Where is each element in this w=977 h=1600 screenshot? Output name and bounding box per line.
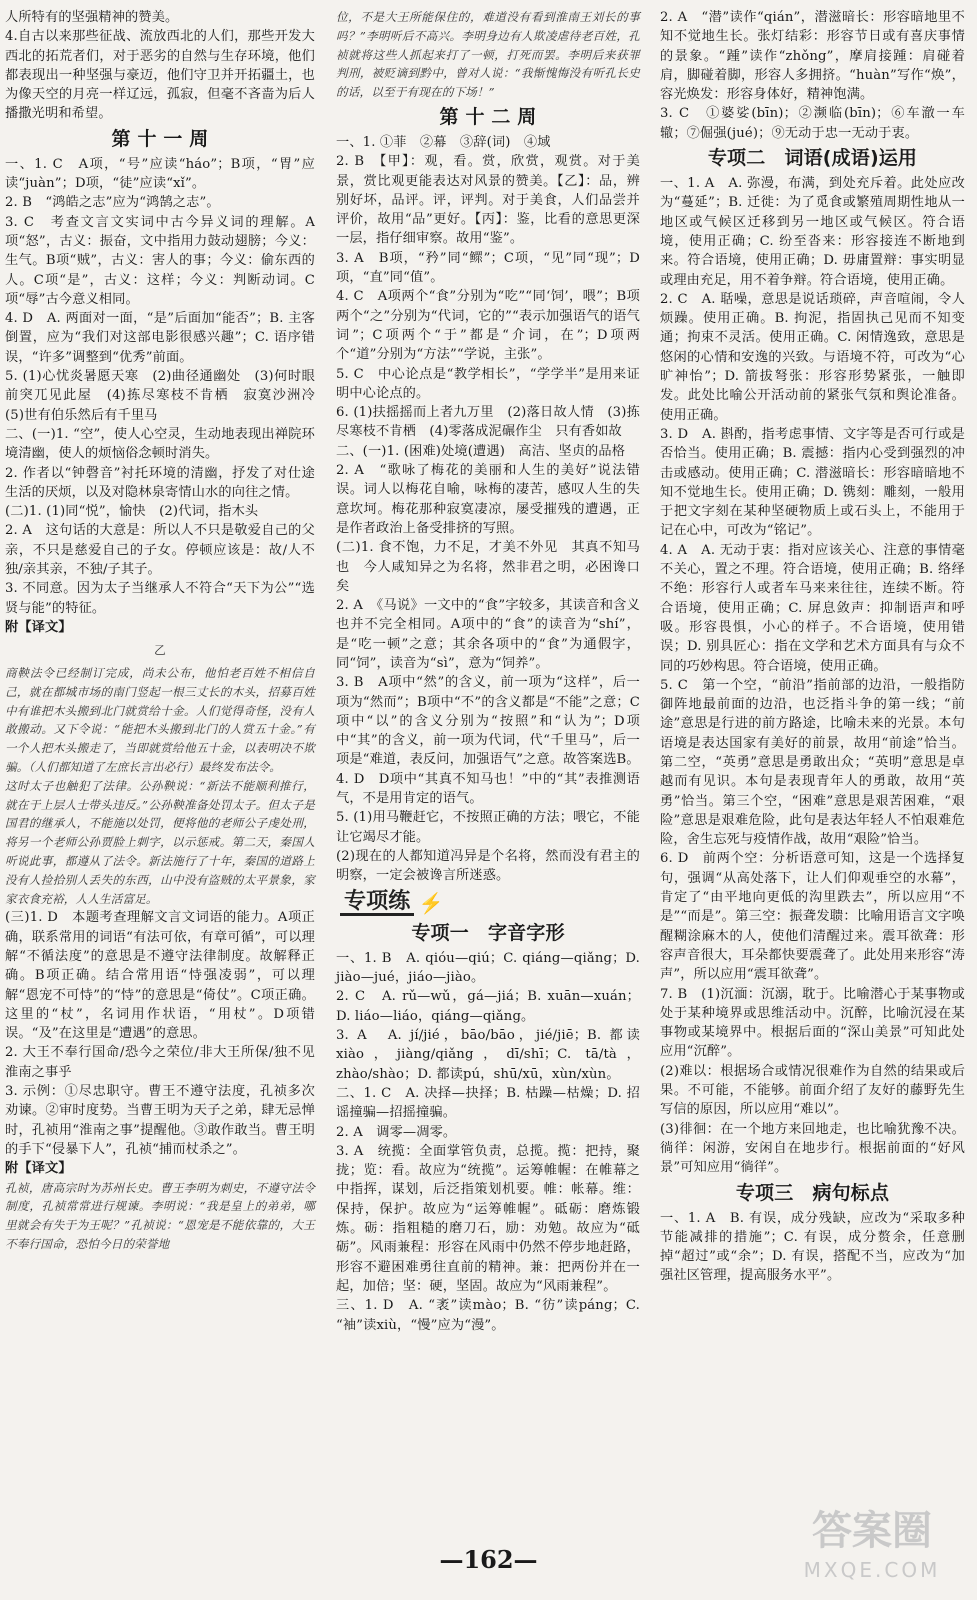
answer-paragraph: 一、1. ①菲 ②幕 ③辞(词) ④域 [336,134,551,150]
answer-paragraph: 5. (1)用马鞭赶它，不按照正确的方法；喂它，不能让它竭尽才能。 [336,810,640,845]
answer-paragraph: 2. C A. rǔ—wǔ，gá—jiá；B. xuān—xuán；D. liáo—liáo，qiáng—qiǎng。 [336,989,640,1024]
watermark-url: MXQE.COM [803,1558,941,1582]
section-heading: 第 十 二 周 [439,105,537,128]
column-right [660,8,965,1286]
section-heading: 专项二 词语(成语)运用 [707,147,918,170]
answer-paragraph: 5. C 中心论点是“教学相长”，“学学半”是用来证明中心论点的。 [336,366,640,401]
answer-paragraph: 一、1. A A. 弥漫，布满，到处充斥着。此处应改为“蔓延”；B. 迁徙：为了觅食或繁殖周期性地从一地区或气候区迁移到另一地区或气候区。符合语境，使用正确；C. 纷至沓来：形容接连不断地到来。符合语境，使用正确；D. 毋庸置辩：事实明显或理由充足，用不着争辩。符合语境，使用正确。 [660,176,965,288]
translation-paragraph: 位，不是大王所能保住的，难道没有看到淮南王刘长的事吗？”李明听后不高兴。李明身边有人欺凌虐待老百姓，孔祯就将这些人抓起来打了一顿，打死而罢。李明后来获罪判刑，被贬谪到黔中，曾对人说：“我惭愧悔没有听孔长史的话，以至于有现在的下场！” [336,10,640,100]
special-practice-banner [340,888,640,916]
answer-paragraph: (二)1. (1)同“悦”，愉快 (2)代词，指木头 [5,504,259,520]
answer-paragraph: 2. 大王不奉行国命/恐今之荣位/非大王所保/独不见淮南之事乎 [5,1045,315,1080]
answer-paragraph: 5. (1)心忧炎暑愿天寒 (2)曲径通幽处 (3)何时眼前突兀见此屋 (4)拣尽寒枝不肯栖 寂寞沙洲冷 (5)世有伯乐然后有千里马 [5,369,329,423]
lightning-icon: ⚡ [418,891,444,916]
section-heading: 专项一 字音字形 [411,921,565,944]
answer-paragraph: 3. C ①婆娑(bīn)；②濒临(bīn)；⑥车澈一车辙；⑦倔强(jué)；⑨无动于忠一无动于衷。 [660,106,965,141]
column-middle [336,8,640,1335]
banner-label: 专项练 [340,892,414,916]
answer-paragraph: 3. C 考查文言文实词中古今异义词的理解。A项“怒”，古义：振奋，文中指用力鼓动翅膀；今义：生气。B项“贼”，古义：害人的事；今义：偷东西的人。C项“是”，古义：这样；今义：判断动词。C项“辱”古今意义相同。 [5,214,315,307]
answer-paragraph: (二)1. 食不饱，力不足，才美不外见 其真不知马也 今人咸知异之为名将，然非君之明，必困谗口矣 [336,540,640,594]
translation-paragraph: 商鞅法令已经制订完成，尚未公布，他怕老百姓不相信自己，就在都城市场的南门竖起一根三丈长的木头，招募百姓中有谁把木头搬到北门就赏给十金。人们觉得奇怪，没有人敢搬动。又下令说：“能把木头搬到北门的人赏五十金。”有一个人把木头搬走了，当即就赏给他五十金，以表明决不欺骗。（人们都知道了左庶长言出必行）最终发布法令。 [5,666,315,774]
answer-paragraph: 2. C A. 聒噪，意思是说话琐碎，声音喧闹，令人烦躁。使用正确。B. 拘泥，指固执己见而不知变通；拘束不灵活。使用正确。C. 闲情逸致，意思是悠闲的心情和安逸的兴致。与语境不符，可改为“心旷神怡”；D. 箭拔弩张：形容形势紧张，一触即发。此处比喻公开活动前的紧张气氛和舆论准备。使用正确。 [660,291,965,423]
answer-paragraph: 二、1. C A. 决择—抉择；B. 枯躁—枯燥；D. 招谣撞骗—招摇撞骗。 [336,1085,640,1121]
translation-label: 附【译文】 [5,1161,72,1177]
answer-paragraph: (3)徘徊：在一个地方来回地走，也比喻犹豫不决。徜徉：闲游，安闲自在地步行。根据前面的“好风景”可知应用“徜徉”。 [660,1121,965,1176]
watermark-logo-text: 答案圈 [812,1508,932,1554]
answer-paragraph: (2)难以：根据场合或情况很难作为自然的结果或后果。不可能，不能够。前面介绍了友好的藤野先生写信的原因，所以应用“难以”。 [660,1063,965,1118]
translation-subtitle: 乙 [154,643,166,658]
answer-paragraph: 2. A “潜”读作“qián”，潜滋暗长：形容暗地里不知不觉地生长。张灯结彩：形容节日或有喜庆事情的景象。“踵”读作“zhǒng”，摩肩接踵：肩碰着肩，脚碰着脚，形容人多拥挤。“huàn”写作“焕”，容光焕发：形容身体好，精神饱满。 [660,10,965,103]
answer-paragraph: 7. B (1)沉湎：沉溺，耽于。比喻潜心于某事物或处于某种境界或思维活动中。沉醉，比喻沉浸在某事物或某境界中。根据后面的“深山美景”可知此处应用“沉醉”。 [660,986,965,1060]
answer-paragraph: 2. B 【甲】：观，看。赏，欣赏，观赏。对于美景，赏比观更能表达对风景的赞美。【乙】：品，辨别好坏，品评。评，评判。对于美食，人们品尝并评价，故用“品”更好。【丙】：鉴，比看的意思更深一层，指仔细审察。故用“鉴”。 [336,154,640,247]
answer-paragraph: 5. C 第一个空，“前沿”指前部的边沿，一般指防御阵地最前面的边沿，也泛指斗争的第一线；“前途”意思是行进的前方路途，比喻未来的光景。本句语境是表达国家有美好的前景，故用“前途”恰当。第二空，“英勇”意思是勇敢出众；“英明”意思是卓越而有见识。本句是表现青年人的勇敢，故用“英勇”恰当。第三个空，“困难”意思是艰苦困难，“艰险”意思是艰难危险，此句是表达年轻人不怕艰难危险，舍生忘死与疫情作战，故用“艰险”恰当。 [660,677,965,848]
answer-paragraph: 一、1. A B. 有误，成分残缺，应改为“采取多种节能减排的措施”；C. 有误，成分赘余，任意删掉“超过”或“余”；D. 有误，搭配不当，应改为“加强社区管理，提高服务水平”。 [660,1210,965,1284]
section-heading: 专项三 病句标点 [735,1181,890,1204]
section-heading: 第 十 一 周 [111,127,209,150]
answer-paragraph: 人所特有的坚强精神的赞美。 [5,10,179,25]
answer-paragraph: 2. A 《马说》一文中的“食”字较多，其读音和含义也并不完全相同。A项中的“食”的读音为“shí”，是“吃一顿”之意；其余各项中的“食”为通假字，同“饲”，读音为“sì”，意为“饲养”。 [336,598,640,671]
translation-label: 附【译文】 [5,619,72,635]
answer-paragraph: 4. D A. 两面对一面，“是”后面加“能否”；B. 主客倒置，应为“我们对这部电影很感兴趣”；C. 语序错误，“许多”调整到“优秀”前面。 [5,311,315,365]
answer-paragraph: (2)现在的人都知道冯异是个名将，然而没有君主的明察，一定会被谗言所迷惑。 [336,848,640,884]
answer-paragraph: 4.自古以来那些征战、流放西北的人们，那些开发大西北的拓荒者们，对于恶劣的自然与生存环境，他们都表现出一种坚强与豪迈，他们守卫并开拓疆土，也为像天空的月亮一样辽远，孤寂，但毫不吝啬为后人播撒光明和希望。 [5,29,315,122]
answer-paragraph: 3. A B项，“矜”同“鳏”；C项，“见”同“现”；D项，“直”同“值”。 [336,250,640,286]
answer-paragraph: 4. C A项两个“食”分别为“吃”“同‘饲’，喂”；B项两个“之”分别为“代词，它的”“表示加强语气的语气词”；C项两个“于”都是“介词，在”；D项两个“道”分别为“方法”“学说，主张”。 [336,289,640,363]
answer-paragraph: 二、(一)1. “空”，使人心空灵，生动地表现出禅院环境清幽，使人的烦恼俗念顿时消失。 [5,426,315,462]
answer-paragraph: 三、1. D A. “袤”读mào；B. “彷”读páng；C. “袖”读xiù，“慢”应为“漫”。 [336,1298,640,1333]
answer-paragraph: 4. A A. 无动于衷：指对应该关心、注意的事情毫不关心，置之不理。符合语境，使用正确；B. 络绎不绝：形容行人或者车马来来往往，连续不断。符合语境，使用正确；C. 屏息敛声：抑制语声和呼吸。形容畏惧，小心的样子。不合语境，使用错误；D. 别具匠心：指在文学和艺术方面具有与众不同的巧妙构思。符合语境，使用正确。 [660,542,965,674]
answer-paragraph: 2. A 这句话的大意是：所以人不只是敬爱自己的父亲，不只是慈爱自己的子女。停顿应该是：故/人不独/亲其亲，不独/子其子。 [5,523,315,578]
answer-paragraph: 6. (1)扶摇摇而上者九万里 (2)落日故人情 (3)拣尽寒枝不肯栖 (4)零落成泥碾作尘 只有香如故 [336,405,640,440]
answer-paragraph: 2. A “歌咏了梅花的美丽和人生的美好”说法错误。词人以梅花自喻，咏梅的凄苦，感叹人生的失意坎坷。梅花那种寂寞凄凉，屡受摧残的遭遇，正是作者政治上备受排挤的写照。 [336,463,640,536]
answer-paragraph: 二、(一)1. (困难)处境(遭遇) 高洁、坚贞的品格 [336,443,626,459]
answer-paragraph: 3. A 统揽：全面掌管负责，总揽。揽：把持，聚拢；览：看。故应为“统揽”。运筹帷幄：在帷幕之中指挥，谋划，后泛指策划机要。帷：帐幕。维：保持，保护。故应为“运筹帷幄”。砥砺：磨炼锻炼。砺：指粗糙的磨刀石，励：劝勉。故应为“砥砺”。风雨兼程：形容在风雨中仍然不停步地赶路，形容不避困难勇往直前的精神。兼：把两份并在一起，加倍；坚：硬，坚固。故应为“风雨兼程”。 [336,1143,640,1294]
answer-paragraph: 3. D A. 斟酌，指考虑事情、文字等是否可行或是否恰当。使用正确；B. 震撼：指内心受到强烈的冲击或感动。使用正确；C. 潜滋暗长：形容暗暗地不知不觉地生长。使用正确；D. 镌刻：雕刻，一般用于把文字刻在某种坚硬物质上或石头上，不能用于记在心中，可改为“铭记”。 [660,426,965,539]
answer-paragraph: 2. A 调零—凋零。 [336,1124,457,1140]
site-watermark [777,1504,967,1592]
answer-paragraph: 一、1. C A项，“号”应读“háo”；B项，“胃”应读“juàn”；D项，“徒”应读“xǐ”。 [5,156,315,192]
answer-paragraph: 一、1. B A. qióu—qiú；C. qiáng—qiǎng；D. jiào—jué，jiáo—jiào。 [336,950,640,986]
answer-paragraph: 6. D 前两个空：分析语意可知，这是一个选择复句，强调“从高处落下，让人们仰观垂空的水幕”，肯定了“由平地向更低的沟里跌去”，所以应用“不是”“而是”。第三空：振聋发聩：比喻用语言文字唤醒糊涂麻木的人，使他们清醒过来。震耳欲聋：形容声音很大，耳朵都快要震聋了。此处用来形容“涛声”，所以应用“震耳欲聋”。 [660,851,965,983]
translation-paragraph: 孔祯，唐高宗时为苏州长史。曹王李明为刺史，不遵守法令制度，孔祯常常进行规谏。李明说：“我是皇上的弟弟，哪里就会有失于为王呢？”孔祯说：“恩宠是不能依靠的，大王不奉行国命，恐怕今日的荣誉地 [5,1180,315,1251]
answer-paragraph: 3. 示例：①尽忠职守。曹王不遵守法度，孔祯多次劝谏。②审时度势。当曹王明为天子之弟，肆无忌惮时，孔祯用“淮南之事”提醒他。③敢作敢当。曹王明的手下“侵暴下人”，孔祯“捕而杖杀之”。 [5,1084,315,1157]
page-number: —162— [439,1545,538,1574]
answer-paragraph: (三)1. D 本题考查理解文言文词语的能力。A项正确，联系常用的词语“有法可依，有章可循”，可以理解“不循法度”的意思是不遵守法律制度。故解释正确。B项正确。结合常用语“恃强凌弱”，可以理解“恩宠不可恃”的“恃”的意思是“倚仗”。C项正确。这里的“杖”，名词用作状语，“用杖”。D项错误。“及”在这里是“遭遇”的意思。 [5,910,315,1042]
answer-paragraph: 3. B A项中“然”的含义，前一项为“这样”，后一项为“然而”；B项中“不”的含义都是“不能”之意；C项中“以”的含义分别为“按照”和“认为”；D项中“其”的含义，前一项为代词，代“千里马”，后一项是“难道，表反问，加强语气”之意。故答案选B。 [336,675,640,768]
answer-paragraph: 3. 不同意。因为太子当继承人不符合“天下为公”“选贤与能”的特征。 [5,581,315,616]
column-left [5,8,329,1254]
answer-paragraph: 2. 作者以“钟磬音”衬托环境的清幽，抒发了对仕途生活的厌烦，以及对隐林泉寄情山水的向往之情。 [5,465,315,500]
answer-paragraph: 3. A A. jí/jié，bāo/bāo，jié/jiē；B. 都读xiào，jiàng/qiǎng，dī/shī；C. tā/tà，zhào/shào；D. 都读pú，shū/xū，xùn/xùn。 [336,1028,640,1082]
answer-paragraph: 2. B “鸿皓之志”应为“鸿鹄之志”。 [5,195,220,211]
answer-paragraph: 4. D D项中“其真不知马也！”中的“其”表推测语气，不是用肯定的语气。 [336,771,640,807]
translation-paragraph: 这时太子也触犯了法律。公孙鞅说：“新法不能顺利推行，就在于上层人士带头违反。”公孙鞅准备处罚太子。但太子是国君的继承人，不能施以处罚，便将他的老师公子虔处刑，将另一个老师公孙贾脸上刺字，以示惩戒。第二天，秦国人听说此事，都遵从了法令。新法施行了十年，秦国的道路上没有人捡拾别人丢失的东西，山中没有盗贼的太平景象，家家衣食充裕，人人生活富足。 [5,778,315,906]
